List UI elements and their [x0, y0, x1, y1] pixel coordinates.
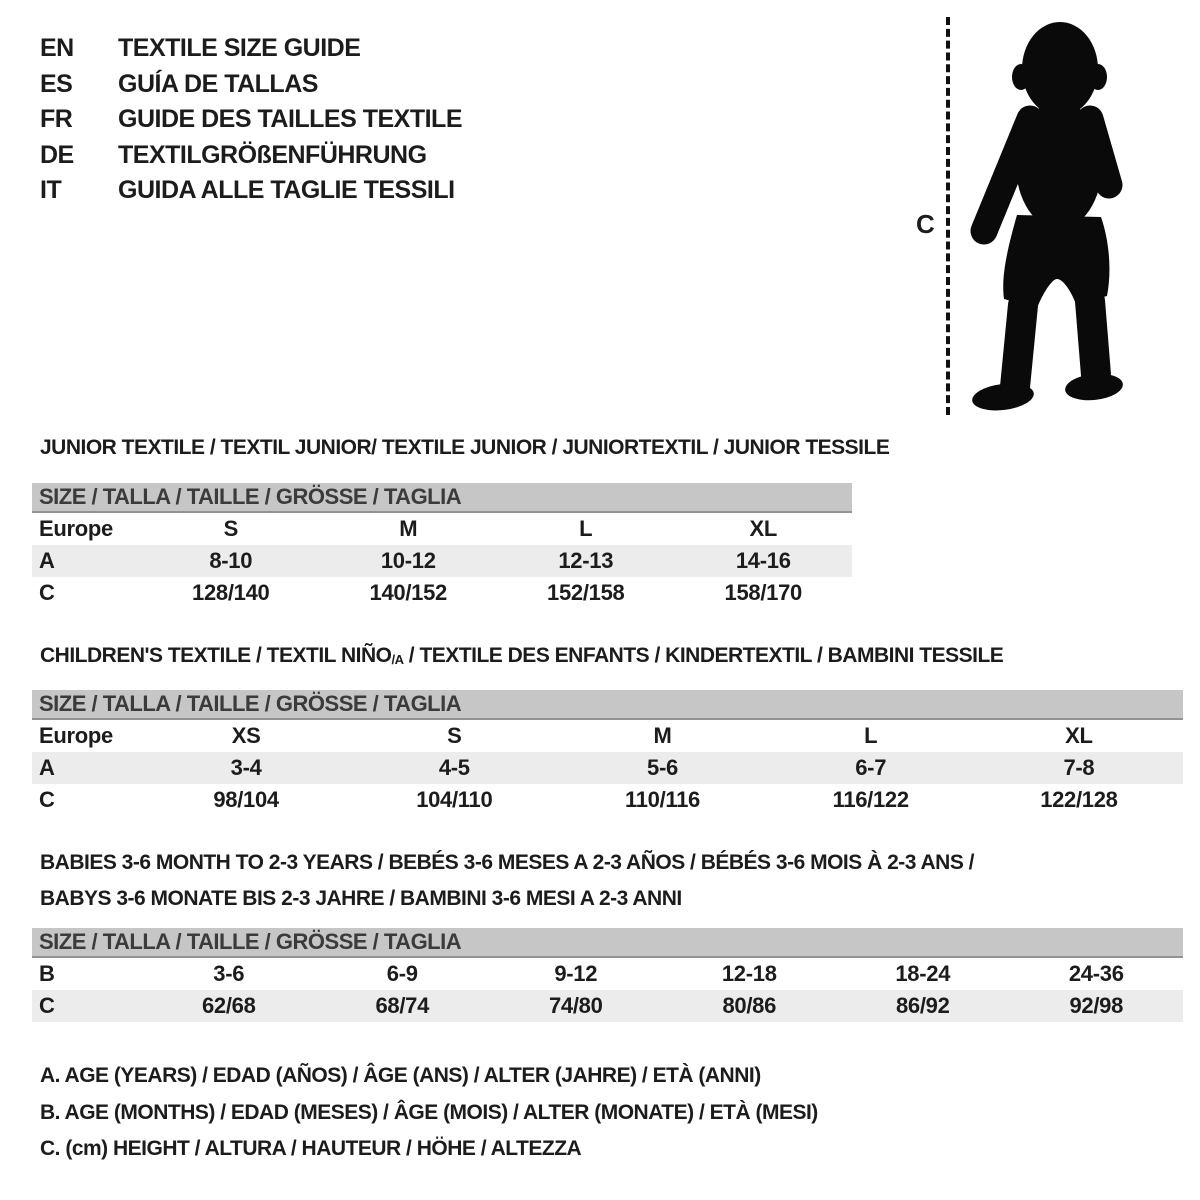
legend-line-a: A. AGE (YEARS) / EDAD (AÑOS) / ÂGE (ANS) / ALTER (JAHRE) / ETÀ (ANNI): [40, 1064, 761, 1087]
table-cell: 104/110: [416, 787, 493, 812]
table-cell: XL: [1065, 723, 1093, 748]
table-cell: 86/92: [895, 993, 950, 1018]
table-cell: 12-18: [721, 961, 777, 986]
table-cell: 10-12: [380, 548, 436, 573]
table-cell: M: [399, 516, 418, 541]
language-code: DE: [40, 140, 74, 169]
legend-line-c: C. (cm) HEIGHT / ALTURA / HAUTEUR / HÖHE / ALTEZZA: [40, 1137, 582, 1160]
language-code: ES: [40, 69, 73, 98]
table-cell: 7-8: [1063, 755, 1095, 780]
language-code: FR: [40, 105, 73, 133]
table-cell: 158/170: [724, 580, 802, 605]
table-cell: 6-9: [386, 961, 418, 986]
row-label: C: [39, 787, 55, 812]
legend-line-b: B. AGE (MONTHS) / EDAD (MESES) / ÂGE (MOIS) / ALTER (MONATE) / ETÀ (MESI): [40, 1100, 818, 1124]
table-row: [32, 752, 1183, 784]
babies-size-table: [32, 928, 1183, 1022]
table-cell: XS: [231, 723, 261, 748]
size-table-header: SIZE / TALLA / TAILLE / GRÖSSE / TAGLIA: [32, 928, 1183, 958]
children-title-sub: /A: [391, 652, 404, 667]
language-label: GUIDE DES TAILLES TEXTILE: [118, 105, 463, 133]
table-cell: 152/158: [547, 580, 625, 605]
table-cell: 8-10: [209, 548, 253, 573]
language-code: EN: [40, 34, 74, 62]
language-list: [40, 31, 462, 209]
table-cell: 24-36: [1068, 961, 1124, 986]
children-size-table: [32, 690, 1183, 816]
language-item: [40, 138, 462, 174]
table-cell: M: [653, 723, 672, 748]
table-cell: XL: [749, 516, 777, 541]
row-label: B: [39, 961, 55, 986]
table-cell: 68/74: [375, 993, 430, 1018]
table-cell: 3-4: [230, 755, 262, 780]
children-section-title: [40, 644, 1003, 668]
table-cell: S: [223, 516, 238, 541]
babies-section-title: [40, 845, 974, 917]
language-label: TEXTILE SIZE GUIDE: [118, 34, 361, 62]
table-row: [32, 545, 852, 577]
babies-title-line1: BABIES 3-6 MONTH TO 2-3 YEARS / BEBÉS 3-6 MESES A 2-3 AÑOS / BÉBÉS 3-6 MOIS À 2-3 ANS /: [40, 851, 975, 874]
baby-silhouette: [957, 15, 1157, 417]
row-label: Europe: [39, 516, 113, 541]
size-table-header: SIZE / TALLA / TAILLE / GRÖSSE / TAGLIA: [32, 690, 1183, 720]
table-row: [32, 958, 1183, 990]
table-cell: 110/116: [625, 787, 700, 812]
table-cell: 12-13: [558, 548, 614, 573]
language-label: GUIDA ALLE TAGLIE TESSILI: [118, 176, 455, 204]
table-cell: 98/104: [213, 787, 279, 812]
legend: [40, 1058, 818, 1168]
table-cell: 116/122: [832, 787, 909, 812]
children-title-post: / TEXTILE DES ENFANTS / KINDERTEXTIL / BAMBINI TESSILE: [403, 644, 1004, 667]
table-row: [32, 577, 852, 609]
language-item: [40, 173, 462, 209]
table-cell: 3-6: [213, 961, 245, 986]
language-item: [40, 31, 462, 67]
table-cell: 14-16: [735, 548, 791, 573]
table-cell: 9-12: [554, 961, 598, 986]
table-row: [32, 990, 1183, 1022]
table-cell: 80/86: [722, 993, 777, 1018]
table-cell: 4-5: [438, 755, 470, 780]
table-cell: 62/68: [201, 993, 256, 1018]
babies-title-line2: BABYS 3-6 MONATE BIS 2-3 JAHRE / BAMBINI 3-6 MESI A 2-3 ANNI: [40, 887, 682, 910]
row-label: A: [39, 548, 55, 573]
table-cell: L: [864, 723, 878, 748]
language-item: [40, 102, 462, 138]
table-cell: 6-7: [855, 755, 887, 780]
table-cell: 5-6: [647, 755, 678, 780]
table-cell: 18-24: [895, 961, 951, 986]
language-label: GUÍA DE TALLAS: [118, 69, 318, 98]
row-label: A: [39, 755, 55, 780]
height-marker-label: C: [916, 209, 935, 239]
language-code: IT: [40, 176, 62, 204]
size-table-header: SIZE / TALLA / TAILLE / GRÖSSE / TAGLIA: [32, 483, 852, 513]
junior-section-title: JUNIOR TEXTILE / TEXTIL JUNIOR/ TEXTILE JUNIOR / JUNIORTEXTIL / JUNIOR TESSILE: [40, 436, 890, 459]
table-cell: 128/140: [192, 580, 270, 605]
table-cell: 92/98: [1069, 993, 1124, 1018]
height-dashed-line: [946, 17, 950, 415]
table-row: [32, 784, 1183, 816]
table-cell: L: [579, 516, 593, 541]
table-cell: 122/128: [1040, 787, 1118, 812]
row-label: Europe: [39, 723, 113, 748]
children-title-pre: CHILDREN'S TEXTILE / TEXTIL NIÑO: [40, 644, 392, 667]
table-row: [32, 513, 852, 545]
table-cell: 74/80: [548, 993, 603, 1018]
height-figure: [912, 15, 1172, 423]
language-label: TEXTILGRÖßENFÜHRUNG: [118, 140, 427, 169]
table-cell: S: [447, 723, 462, 748]
table-row: [32, 720, 1183, 752]
row-label: C: [39, 993, 55, 1018]
row-label: C: [39, 580, 55, 605]
junior-size-table: [32, 483, 852, 609]
table-cell: 140/152: [369, 580, 447, 605]
language-item: [40, 67, 462, 103]
